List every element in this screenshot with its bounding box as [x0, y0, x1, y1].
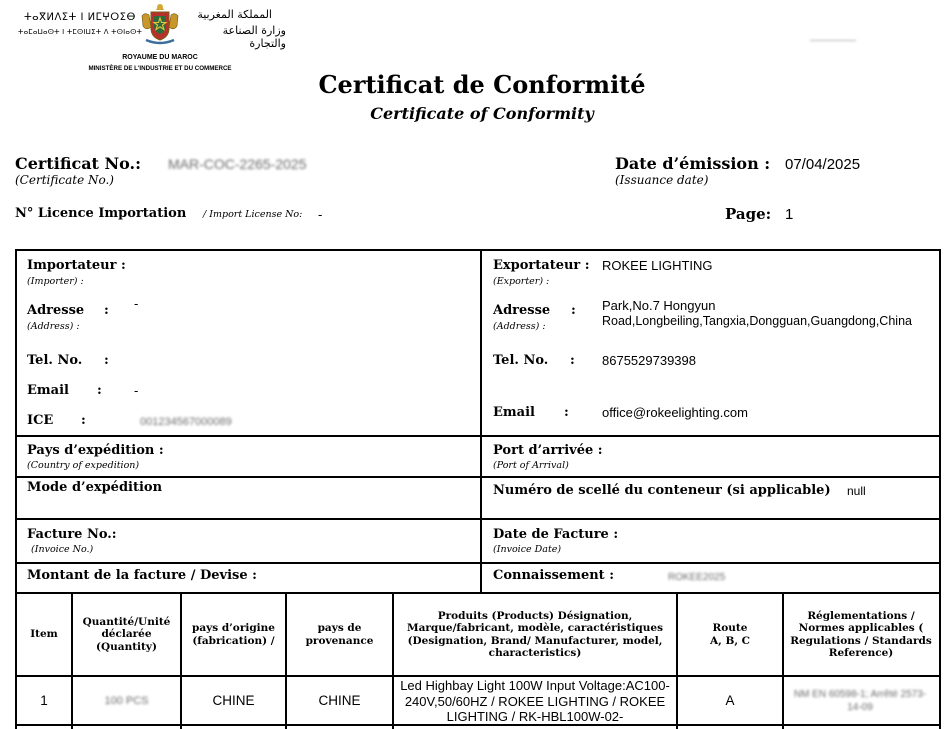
invoice-date-label: Date de Facture :: [493, 527, 619, 542]
cell-regs: NM EN 60598-1; Arrêté 2573-14-09: [793, 688, 927, 713]
bl-label: Connaissement :: [493, 568, 614, 583]
col-header-regs: Réglementations / Normes applicables ( Regulations / Standards Reference): [790, 610, 932, 659]
col-header-product: Produits (Products) Désignation, Marque/fabricant, modèle, caractéristiques (Designation, Brand/ Manufacturer, model, characteristics): [406, 610, 664, 659]
bl-value: ROKEE2025: [668, 572, 726, 583]
col-header-origin: pays d’origine (fabrication) /: [192, 622, 275, 647]
importer-sub: (Importer) :: [27, 276, 84, 287]
country-label: Pays d’expédition :: [27, 443, 164, 458]
importer-ice-colon: :: [81, 413, 86, 428]
exporter-sub: (Exporter) :: [493, 276, 550, 287]
importer-email-colon: :: [97, 383, 102, 398]
amount-label: Montant de la facture / Devise :: [27, 568, 257, 583]
date-label: Date d’émission :: [615, 154, 771, 173]
col-header-item: Item: [30, 628, 58, 641]
exporter-address-line2: Road,Longbeiling,Tangxia,Dongguan,Guangdong,China: [602, 314, 912, 328]
country-sub: (Country of expedition): [27, 460, 140, 471]
seal-label: Numéro de scellé du conteneur (si applicable): [493, 483, 831, 498]
cert-no-value: MAR-COC-2265-2025: [168, 156, 307, 172]
tifinagh-subtitle: ⵜⴰⵎⴰⵡⴰⵙⵜ ⵏ ⵜⵎⵙⵏⵡⵉⵜ ⴷ ⵜⵙⵏⴰⵙⵜ: [18, 28, 143, 36]
col-header-route: Route A, B, C: [709, 622, 750, 647]
invoice-label: Facture No.:: [27, 527, 117, 542]
exporter-name: ROKEE LIGHTING: [602, 258, 713, 273]
cell-product: Led Highbay Light 100W Input Voltage:AC100-240V,50/60HZ / ROKEE LIGHTING / ROKEE LIGHTING / RK-HBL100W-02-: [400, 678, 670, 724]
exporter-tel-value: 8675529739398: [602, 353, 696, 368]
cell-item: 1: [40, 693, 48, 708]
page-value: 1: [785, 206, 794, 223]
cell-route: A: [725, 693, 735, 708]
kingdom-label: ROYAUME DU MAROC: [122, 54, 198, 61]
importer-tel-colon: :: [104, 353, 109, 368]
importer-address-label: Adresse: [27, 303, 85, 318]
page-subtitle: Certificate of Conformity: [370, 104, 594, 123]
arabic-title: المملكة المغربية: [197, 8, 272, 21]
date-value: 07/04/2025: [785, 156, 861, 173]
license-label: N° Licence Importation: [15, 206, 187, 221]
port-label: Port d’arrivée :: [493, 443, 603, 458]
exporter-address-line1: Park,No.7 Hongyun: [602, 298, 716, 313]
exporter-email-colon: :: [564, 405, 569, 420]
cell-qty: 100 PCS: [104, 694, 149, 707]
arabic-subtitle: وزارة الصناعة والتجارة: [222, 24, 286, 50]
date-sub: (Issuance date): [615, 173, 709, 187]
tifinagh-title: ⵜⴰⴳⵍⴷⵉⵜ ⵏ ⵍⵎⵖⵔⵉⴱ: [24, 12, 136, 23]
importer-email-label: Email: [27, 383, 69, 398]
license-value: -: [318, 207, 323, 222]
exporter-address-label: Adresse: [493, 303, 551, 318]
mode-label: Mode d’expédition: [27, 480, 163, 495]
importer-email-value: -: [134, 383, 139, 398]
cert-no-sub: (Certificate No.): [15, 173, 114, 187]
importer-ice-value: 001234567000089: [140, 416, 232, 428]
importer-ice-label: ICE: [27, 413, 54, 428]
invoice-sub: (Invoice No.): [31, 544, 94, 555]
exporter-label: Exportateur :: [493, 258, 590, 273]
exporter-tel-label: Tel. No.: [493, 353, 549, 368]
importer-address-sub: (Address) :: [27, 321, 80, 332]
license-sub: / Import License No:: [203, 209, 303, 220]
importer-tel-label: Tel. No.: [27, 353, 83, 368]
importer-address-colon: :: [104, 303, 109, 318]
coat-of-arms-icon: [138, 2, 182, 46]
page-label: Page:: [725, 205, 772, 223]
exporter-email-value[interactable]: office@rokeelighting.com: [602, 405, 748, 420]
port-sub: (Port of Arrival): [493, 460, 569, 471]
ministry-label: MINISTÈRE DE L'INDUSTRIE ET DU COMMERCE: [88, 65, 232, 72]
exporter-email-label: Email: [493, 405, 535, 420]
exporter-address-colon: :: [571, 303, 576, 318]
seal-value: null: [847, 484, 866, 498]
importer-address-value: -: [134, 296, 139, 311]
invoice-date-sub: (Invoice Date): [493, 544, 562, 555]
cell-origin: CHINE: [212, 693, 255, 708]
exporter-tel-colon: :: [570, 353, 575, 368]
col-header-qty: Quantité/Unité déclarée (Quantity): [82, 616, 171, 653]
cell-provenance: CHINE: [318, 693, 361, 708]
page-title: Certificat de Conformité: [318, 70, 646, 99]
cert-no-label: Certificat No.:: [15, 154, 142, 173]
importer-label: Importateur :: [27, 258, 126, 273]
col-header-provenance: pays de provenance: [305, 622, 374, 647]
exporter-address-sub: (Address) :: [493, 321, 546, 332]
top-right-redacted: [810, 40, 856, 57]
